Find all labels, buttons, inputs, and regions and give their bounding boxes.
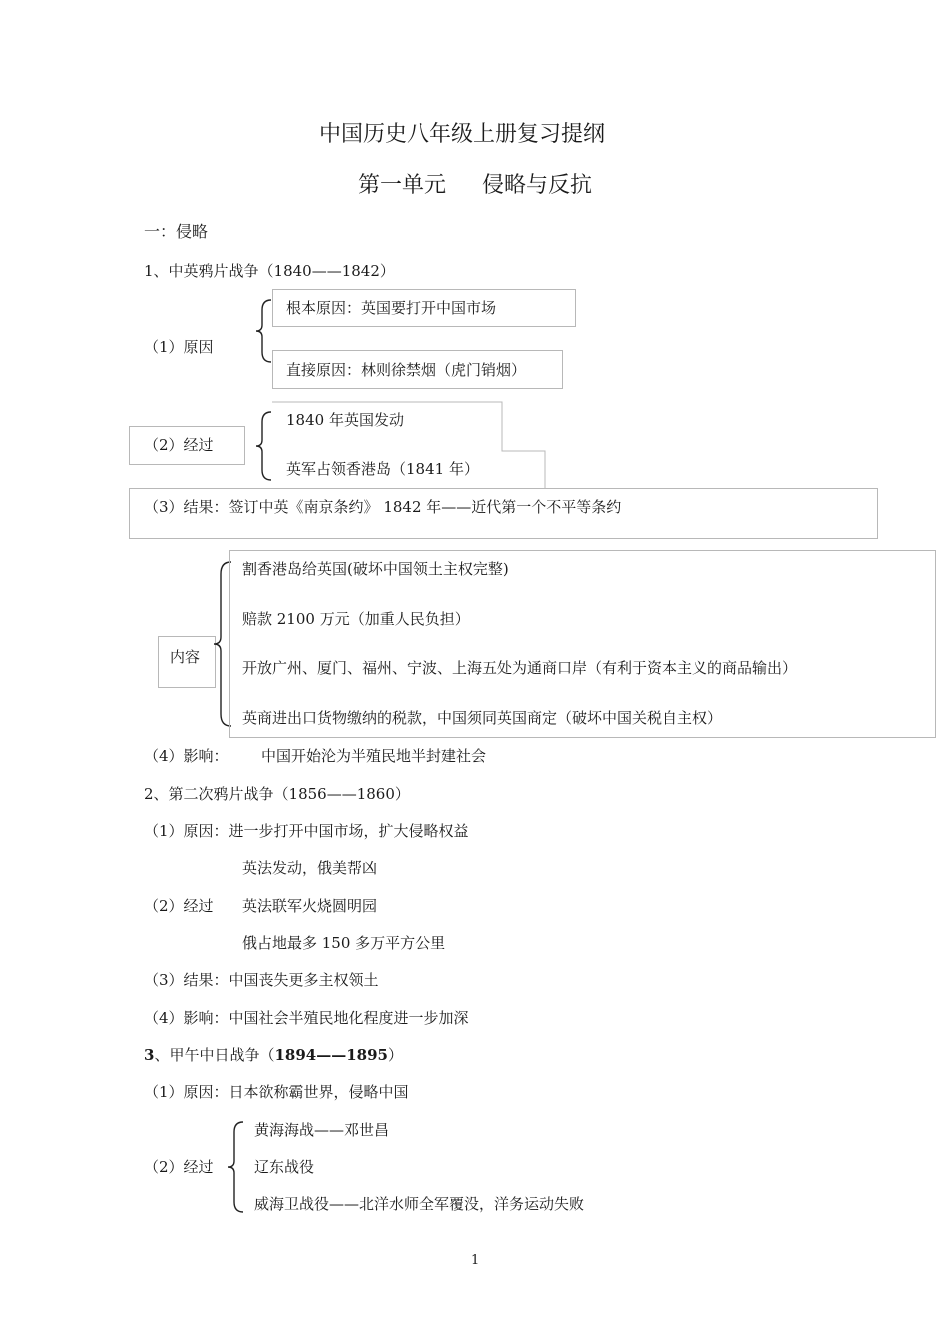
unit-topic: 侵略与反抗 bbox=[482, 173, 593, 198]
war1-content-item-1: 割香港岛给英国(破坏中国领土主权完整) bbox=[242, 560, 509, 578]
section-heading-invasion: 一：侵略 bbox=[144, 222, 209, 241]
war2-heading: 2、第二次鸦片战争（1856——1860） bbox=[144, 785, 410, 803]
war2-impact: （4）影响：中国社会半殖民地化程度进一步加深 bbox=[144, 1009, 469, 1027]
war2-result: （3）结果：中国丧失更多主权领土 bbox=[144, 971, 379, 989]
war1-content-label: 内容 bbox=[170, 648, 201, 666]
war2-process-line-1: 英法发动，俄美帮凶 bbox=[242, 859, 378, 877]
page-number: 1 bbox=[471, 1253, 480, 1268]
war2-process-line-3: 俄占地最多 150 多万平方公里 bbox=[242, 934, 446, 952]
war1-process-item-2: 英军占领香港岛（1841 年） bbox=[286, 460, 479, 478]
page-title: 中国历史八年级上册复习提纲 bbox=[319, 122, 606, 147]
war1-content-item-2: 赔款 2100 万元（加重人民负担） bbox=[242, 610, 470, 628]
war3-heading-years: 1894——1895 bbox=[274, 1046, 388, 1064]
war1-impact-text: 中国开始沦为半殖民地半封建社会 bbox=[261, 747, 487, 765]
war1-cause-direct: 直接原因：林则徐禁烟（虎门销烟） bbox=[286, 361, 527, 379]
war3-heading bbox=[144, 1045, 403, 1065]
unit-name: 第一单元 bbox=[358, 173, 447, 198]
war1-content-item-3: 开放广州、厦门、福州、宁波、上海五处为通商口岸（有利于资本主义的商品输出） bbox=[242, 659, 798, 677]
war1-heading: 1、中英鸦片战争（1840——1842） bbox=[144, 262, 395, 280]
war1-process-label: （2）经过 bbox=[144, 436, 214, 454]
war3-process-item-3: 威海卫战役——北洋水师全军覆没，洋务运动失败 bbox=[254, 1195, 585, 1213]
war3-process-brace bbox=[226, 1120, 246, 1214]
war1-process-item-1: 1840 年英国发动 bbox=[286, 411, 404, 429]
war1-cause-label: （1）原因 bbox=[144, 338, 214, 356]
war3-heading-close: ） bbox=[387, 1046, 403, 1064]
war3-cause: （1）原因：日本欲称霸世界，侵略中国 bbox=[144, 1083, 409, 1101]
war3-process-label: （2）经过 bbox=[144, 1158, 214, 1176]
war1-content-item-4: 英商进出口货物缴纳的税款，中国须同英国商定（破坏中国关税自主权） bbox=[242, 709, 723, 727]
war2-cause: （1）原因：进一步打开中国市场，扩大侵略权益 bbox=[144, 822, 469, 840]
war3-heading-number: 3 bbox=[144, 1046, 155, 1064]
war1-result: （3）结果：签订中英《南京条约》 1842 年——近代第一个不平等条约 bbox=[144, 498, 622, 516]
war3-heading-title: 、甲午中日战争（ bbox=[154, 1046, 275, 1064]
war3-process-item-1: 黄海海战——邓世昌 bbox=[254, 1121, 390, 1139]
war3-process-item-2: 辽东战役 bbox=[254, 1158, 315, 1176]
war2-process-label: （2）经过 bbox=[144, 897, 214, 915]
war1-impact-label: （4）影响： bbox=[144, 747, 229, 765]
war1-cause-brace bbox=[254, 298, 274, 364]
war2-process-line-2: 英法联军火烧圆明园 bbox=[242, 897, 378, 915]
war1-cause-root: 根本原因：英国要打开中国市场 bbox=[286, 299, 497, 317]
